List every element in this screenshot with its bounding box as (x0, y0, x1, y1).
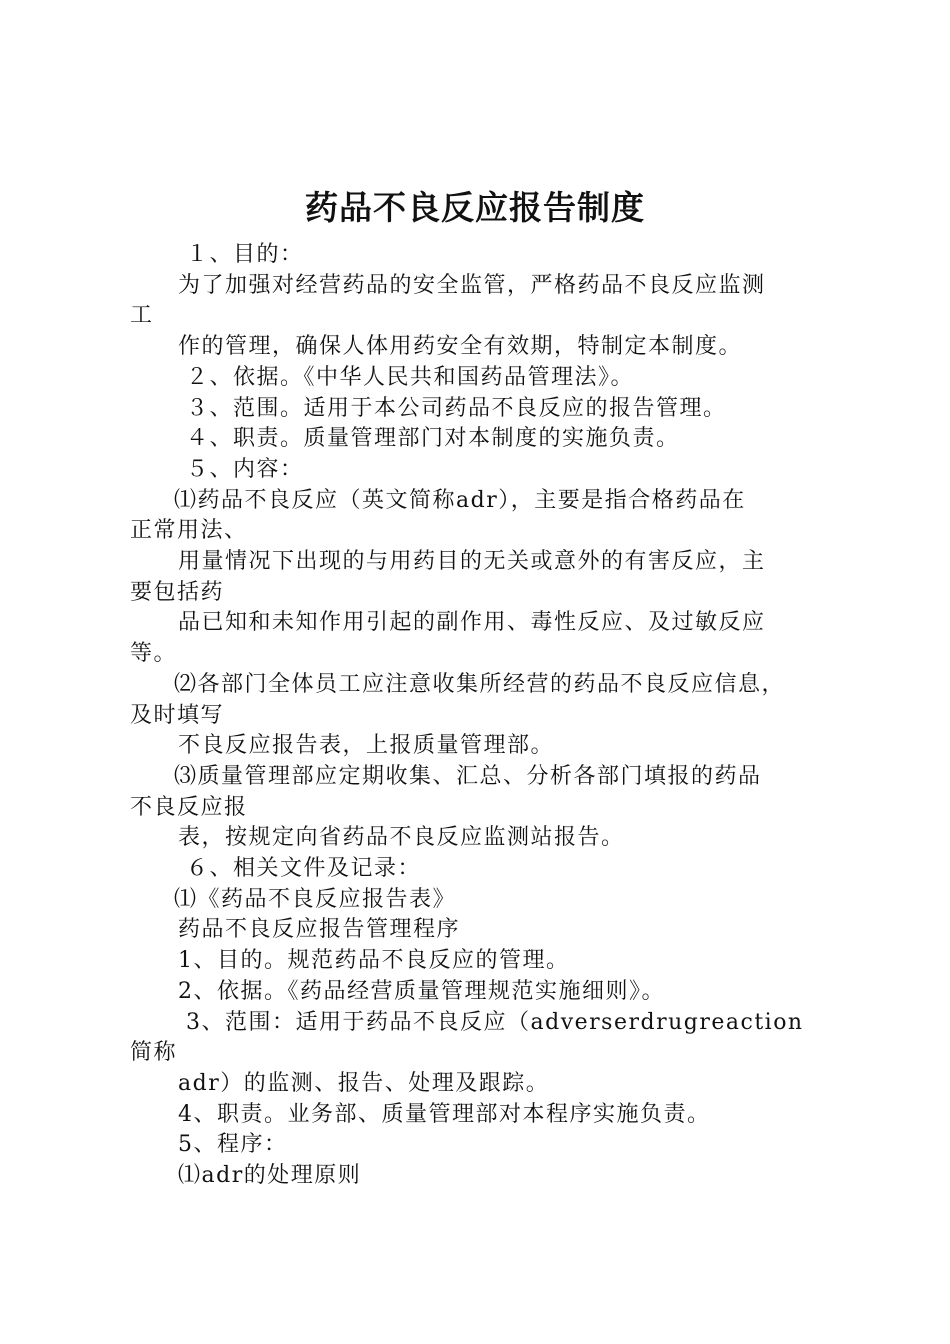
section-5-heading: ５、内容： (186, 456, 304, 482)
document-body (130, 240, 840, 1192)
paragraph-line: 1、目的。规范药品不良反应的管理。 (178, 948, 570, 974)
section-2-heading: ２、依据。《中华人民共和国药品管理法》。 (186, 364, 635, 390)
paragraph-line: ⑴《药品不良反应报告表》 (174, 886, 457, 912)
paragraph-line: 4、职责。业务部、质量管理部对本程序实施负责。 (178, 1101, 711, 1127)
section-6-heading: ６、相关文件及记录： (186, 856, 422, 882)
subsection-title: 药品不良反应报告管理程序 (178, 917, 461, 943)
section-3-heading: ３、范围。适用于本公司药品不良反应的报告管理。 (186, 395, 727, 421)
paragraph-line: 要包括药 (130, 579, 225, 605)
paragraph-line: 品已知和未知作用引起的副作用、毒性反应、及过敏反应 (178, 610, 766, 636)
paragraph-line: 2、依据。《药品经营质量管理规范实施细则》。 (178, 978, 665, 1004)
paragraph-line: 用量情况下出现的与用药目的无关或意外的有害反应，主 (178, 549, 766, 575)
paragraph-line: 不良反应报告表，上报质量管理部。 (178, 733, 555, 759)
paragraph-line: ⑵各部门全体员工应注意收集所经营的药品不良反应信息， (174, 671, 786, 697)
paragraph-line: 等。 (130, 641, 178, 667)
section-4-heading: ４、职责。质量管理部门对本制度的实施负责。 (186, 426, 680, 452)
paragraph-line: 为了加强对经营药品的安全监管，严格药品不良反应监测 (178, 272, 766, 298)
paragraph-line: 不良反应报 (130, 794, 248, 820)
section-1-heading: １、目的： (186, 242, 304, 267)
paragraph-line: 5、程序： (178, 1132, 288, 1158)
paragraph-line: adr）的监测、报告、处理及跟踪。 (178, 1070, 550, 1096)
paragraph-line: 正常用法、 (130, 518, 248, 544)
document-title: 药品不良反应报告制度 (305, 188, 645, 227)
paragraph-line: 表，按规定向省药品不良反应监测站报告。 (178, 825, 625, 851)
paragraph-line: 作的管理，确保人体用药安全有效期，特制定本制度。 (178, 334, 743, 360)
paragraph-line: ⑴药品不良反应（英文简称adr），主要是指合格药品在 (174, 487, 746, 513)
paragraph-line: ⑶质量管理部应定期收集、汇总、分析各部门填报的药品 (174, 763, 762, 789)
paragraph-line: 及时填写 (130, 702, 225, 728)
paragraph-line: 简称 (130, 1040, 178, 1066)
paragraph-line: 3、范围：适用于药品不良反应（adverserdrugreaction (186, 1009, 804, 1035)
paragraph-line: 工 (130, 303, 154, 329)
paragraph-line: ⑴adr的处理原则 (178, 1163, 362, 1189)
